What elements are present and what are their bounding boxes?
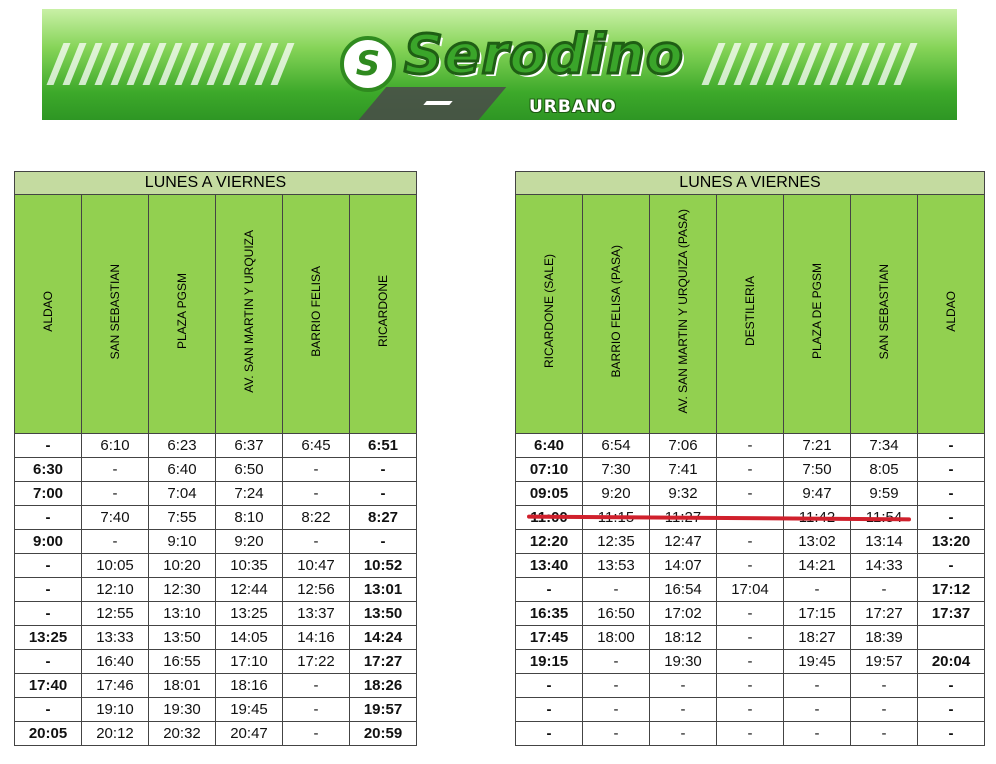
time-cell: 18:26 <box>350 674 417 698</box>
time-cell: 07:10 <box>516 458 583 482</box>
brand-name: Serodino <box>404 23 684 86</box>
table-row <box>516 674 985 698</box>
stop-header <box>717 195 784 434</box>
time-cell: - <box>516 698 583 722</box>
time-cell: 13:02 <box>784 530 851 554</box>
time-cell: 6:50 <box>216 458 283 482</box>
time-cell: - <box>918 554 985 578</box>
time-cell: 9:20 <box>583 482 650 506</box>
table-row <box>15 530 417 554</box>
time-cell: 19:15 <box>516 650 583 674</box>
time-cell: 13:37 <box>283 602 350 626</box>
road-line-graphic <box>423 101 452 105</box>
time-cell: 7:34 <box>851 434 918 458</box>
time-cell: 6:51 <box>350 434 417 458</box>
time-cell: 7:55 <box>149 506 216 530</box>
time-cell: 6:10 <box>82 434 149 458</box>
time-cell: - <box>717 674 784 698</box>
time-cell: - <box>717 458 784 482</box>
time-cell: - <box>918 482 985 506</box>
time-cell: - <box>283 722 350 746</box>
time-cell: 17:04 <box>717 578 784 602</box>
time-cell: 6:40 <box>516 434 583 458</box>
stop-header <box>216 195 283 434</box>
time-cell: 6:54 <box>583 434 650 458</box>
time-cell: 10:52 <box>350 554 417 578</box>
time-cell: 13:20 <box>918 530 985 554</box>
time-cell: - <box>784 674 851 698</box>
time-cell: 10:47 <box>283 554 350 578</box>
time-cell: 13:53 <box>583 554 650 578</box>
time-cell: - <box>717 722 784 746</box>
stop-name: AV. SAN MARTIN Y URQUIZA <box>242 230 256 393</box>
time-cell: - <box>717 554 784 578</box>
time-cell: 7:06 <box>650 434 717 458</box>
table-row <box>15 602 417 626</box>
time-cell: 6:23 <box>149 434 216 458</box>
time-cell: 12:10 <box>82 578 149 602</box>
stop-header <box>851 195 918 434</box>
time-cell: 18:39 <box>851 626 918 650</box>
table-title: LUNES A VIERNES <box>516 172 985 195</box>
time-cell: - <box>918 506 985 530</box>
time-cell: - <box>516 674 583 698</box>
time-cell <box>918 626 985 650</box>
table-row <box>15 482 417 506</box>
time-cell: 9:20 <box>216 530 283 554</box>
table-row <box>15 578 417 602</box>
time-cell: - <box>15 434 82 458</box>
time-cell: - <box>15 650 82 674</box>
time-cell: 8:27 <box>350 506 417 530</box>
time-cell: 19:30 <box>650 650 717 674</box>
time-cell: - <box>918 674 985 698</box>
time-cell: 16:54 <box>650 578 717 602</box>
time-cell: 18:12 <box>650 626 717 650</box>
time-cell: 7:00 <box>15 482 82 506</box>
time-cell: 13:50 <box>350 602 417 626</box>
time-cell: 17:10 <box>216 650 283 674</box>
time-cell: 16:50 <box>583 602 650 626</box>
time-cell: 16:40 <box>82 650 149 674</box>
time-cell: 14:24 <box>350 626 417 650</box>
table-row <box>15 506 417 530</box>
table-row <box>516 698 985 722</box>
time-cell: 12:35 <box>583 530 650 554</box>
time-cell: 17:46 <box>82 674 149 698</box>
time-cell: 13:14 <box>851 530 918 554</box>
time-cell: 7:50 <box>784 458 851 482</box>
time-cell: - <box>717 434 784 458</box>
time-cell: - <box>650 674 717 698</box>
time-cell: - <box>82 530 149 554</box>
time-cell: 20:32 <box>149 722 216 746</box>
schedule-body <box>516 434 985 746</box>
time-cell: - <box>15 578 82 602</box>
time-cell: - <box>784 698 851 722</box>
time-cell: 13:01 <box>350 578 417 602</box>
time-cell: 18:16 <box>216 674 283 698</box>
stop-name: AV. SAN MARTIN Y URQUIZA (PASA) <box>676 209 690 414</box>
time-cell: 13:33 <box>82 626 149 650</box>
time-cell: - <box>851 578 918 602</box>
stop-name: PLAZA PGSM <box>175 273 189 350</box>
time-cell: 9:59 <box>851 482 918 506</box>
time-cell: - <box>650 722 717 746</box>
time-cell: 6:45 <box>283 434 350 458</box>
time-cell: 8:05 <box>851 458 918 482</box>
time-cell: - <box>82 482 149 506</box>
time-cell: 17:12 <box>918 578 985 602</box>
table-row <box>15 698 417 722</box>
stop-header <box>149 195 216 434</box>
table-row <box>516 578 985 602</box>
time-cell: - <box>350 458 417 482</box>
time-cell: 17:45 <box>516 626 583 650</box>
brand-subtitle: URBANO <box>529 97 617 117</box>
time-cell: 9:10 <box>149 530 216 554</box>
time-cell: - <box>918 458 985 482</box>
time-cell: 6:30 <box>15 458 82 482</box>
decorative-stripes-left <box>47 43 292 85</box>
time-cell: 7:24 <box>216 482 283 506</box>
stop-header <box>82 195 149 434</box>
time-cell: - <box>918 434 985 458</box>
time-cell: 16:55 <box>149 650 216 674</box>
time-cell: 17:37 <box>918 602 985 626</box>
time-cell: 13:25 <box>216 602 283 626</box>
time-cell: - <box>15 554 82 578</box>
time-cell: 20:04 <box>918 650 985 674</box>
stop-name: RICARDONE (SALE) <box>542 254 556 369</box>
table-row <box>15 554 417 578</box>
table-row <box>15 434 417 458</box>
time-cell: 19:30 <box>149 698 216 722</box>
time-cell: 20:05 <box>15 722 82 746</box>
schedule-body <box>15 434 417 746</box>
schedule-table-ricardone-aldao <box>515 171 985 746</box>
time-cell: 17:22 <box>283 650 350 674</box>
time-cell: 19:57 <box>851 650 918 674</box>
time-cell: - <box>583 674 650 698</box>
table-row <box>516 458 985 482</box>
table-title: LUNES A VIERNES <box>15 172 417 195</box>
time-cell: 13:40 <box>516 554 583 578</box>
time-cell: 10:35 <box>216 554 283 578</box>
table-row <box>516 434 985 458</box>
stop-header <box>350 195 417 434</box>
time-cell: 12:55 <box>82 602 149 626</box>
time-cell: - <box>784 722 851 746</box>
stop-header <box>583 195 650 434</box>
time-cell: - <box>15 602 82 626</box>
time-cell: - <box>717 698 784 722</box>
time-cell: - <box>82 458 149 482</box>
time-cell: 17:02 <box>650 602 717 626</box>
time-cell: 14:21 <box>784 554 851 578</box>
time-cell: - <box>283 530 350 554</box>
stop-name: BARRIO FELISA (PASA) <box>609 245 623 378</box>
time-cell: - <box>283 458 350 482</box>
time-cell: 12:20 <box>516 530 583 554</box>
time-cell: 20:59 <box>350 722 417 746</box>
time-cell: 9:47 <box>784 482 851 506</box>
time-cell: 17:15 <box>784 602 851 626</box>
time-cell: - <box>583 578 650 602</box>
serodino-logo-icon: S <box>340 36 396 92</box>
time-cell: - <box>717 650 784 674</box>
time-cell: 13:50 <box>149 626 216 650</box>
time-cell: 12:30 <box>149 578 216 602</box>
time-cell: 18:01 <box>149 674 216 698</box>
stop-header <box>283 195 350 434</box>
time-cell: - <box>717 602 784 626</box>
table-row <box>15 458 417 482</box>
stop-header <box>784 195 851 434</box>
time-cell: 13:10 <box>149 602 216 626</box>
time-cell: - <box>918 722 985 746</box>
time-cell: - <box>583 722 650 746</box>
time-cell: - <box>283 698 350 722</box>
time-cell: 12:47 <box>650 530 717 554</box>
time-cell: 20:47 <box>216 722 283 746</box>
time-cell: - <box>851 722 918 746</box>
stop-name: DESTILERIA <box>743 276 757 347</box>
time-cell: 6:40 <box>149 458 216 482</box>
time-cell: 17:27 <box>350 650 417 674</box>
time-cell: - <box>851 674 918 698</box>
time-cell: - <box>583 698 650 722</box>
stop-name: RICARDONE <box>376 275 390 348</box>
time-cell: - <box>717 626 784 650</box>
time-cell: 8:22 <box>283 506 350 530</box>
table-row <box>516 650 985 674</box>
time-cell: 12:56 <box>283 578 350 602</box>
time-cell: 13:25 <box>15 626 82 650</box>
time-cell: 17:40 <box>15 674 82 698</box>
time-cell: 18:27 <box>784 626 851 650</box>
table-row <box>15 626 417 650</box>
time-cell: 6:37 <box>216 434 283 458</box>
time-cell: - <box>350 530 417 554</box>
time-cell: 9:32 <box>650 482 717 506</box>
table-row <box>516 482 985 506</box>
stop-name: SAN SEBASTIAN <box>108 263 122 360</box>
time-cell: 19:10 <box>82 698 149 722</box>
time-cell: - <box>583 650 650 674</box>
table-row <box>516 554 985 578</box>
time-cell: 18:00 <box>583 626 650 650</box>
time-cell: 20:12 <box>82 722 149 746</box>
decorative-stripes-right <box>702 43 917 85</box>
table-row <box>15 650 417 674</box>
time-cell: - <box>516 578 583 602</box>
time-cell: - <box>717 482 784 506</box>
time-cell: 10:05 <box>82 554 149 578</box>
time-cell: 19:45 <box>216 698 283 722</box>
stop-header <box>650 195 717 434</box>
time-cell: - <box>851 698 918 722</box>
table-row <box>516 722 985 746</box>
time-cell: 14:07 <box>650 554 717 578</box>
time-cell: 19:57 <box>350 698 417 722</box>
time-cell: 14:33 <box>851 554 918 578</box>
time-cell: - <box>350 482 417 506</box>
table-row <box>15 674 417 698</box>
time-cell: - <box>15 698 82 722</box>
stop-name: ALDAO <box>41 291 55 332</box>
time-cell: - <box>15 506 82 530</box>
time-cell: 09:05 <box>516 482 583 506</box>
time-cell: - <box>918 698 985 722</box>
time-cell: - <box>650 698 717 722</box>
time-cell: 17:27 <box>851 602 918 626</box>
time-cell: 14:05 <box>216 626 283 650</box>
serodino-banner <box>42 9 957 120</box>
schedule-table-aldao-ricardone <box>14 171 417 746</box>
time-cell: - <box>283 482 350 506</box>
table-row <box>516 602 985 626</box>
stop-header <box>918 195 985 434</box>
stop-header <box>15 195 82 434</box>
table-row <box>15 722 417 746</box>
time-cell: 10:20 <box>149 554 216 578</box>
time-cell: 8:10 <box>216 506 283 530</box>
time-cell: - <box>717 530 784 554</box>
time-cell: 14:16 <box>283 626 350 650</box>
stop-header <box>516 195 583 434</box>
time-cell: 7:30 <box>583 458 650 482</box>
time-cell: 7:41 <box>650 458 717 482</box>
time-cell: 16:35 <box>516 602 583 626</box>
time-cell: 7:04 <box>149 482 216 506</box>
time-cell: 7:21 <box>784 434 851 458</box>
table-row <box>516 530 985 554</box>
table-row <box>516 626 985 650</box>
stop-name: BARRIO FELISA <box>309 266 323 357</box>
time-cell: 12:44 <box>216 578 283 602</box>
time-cell: - <box>784 578 851 602</box>
time-cell: 7:40 <box>82 506 149 530</box>
time-cell: - <box>516 722 583 746</box>
time-cell: 19:45 <box>784 650 851 674</box>
time-cell: 9:00 <box>15 530 82 554</box>
time-cell: - <box>283 674 350 698</box>
stop-name: ALDAO <box>944 291 958 332</box>
stop-name: SAN SEBASTIAN <box>877 263 891 360</box>
stop-name: PLAZA DE PGSM <box>810 263 824 360</box>
